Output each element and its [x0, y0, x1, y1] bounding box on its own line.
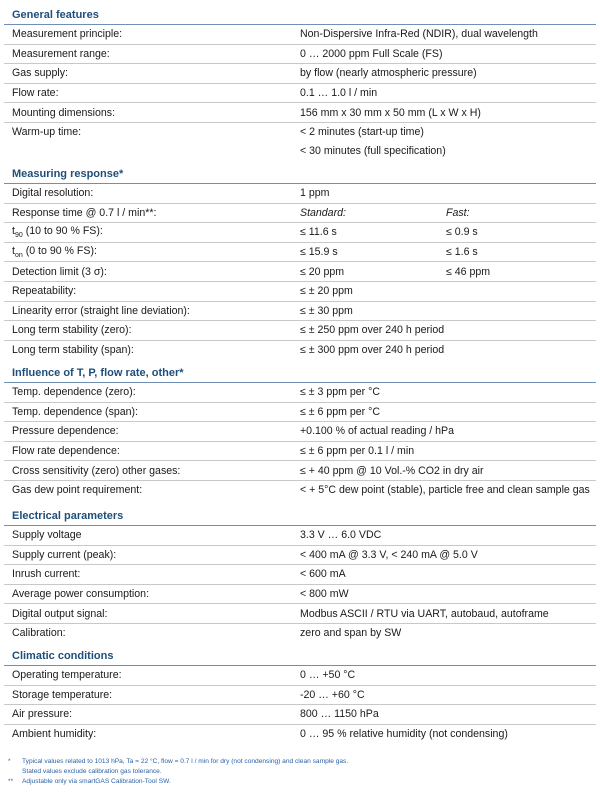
spec-row: [4, 103, 596, 123]
spec-label: Operating temperature:: [12, 669, 122, 682]
section-title: Influence of T, P, flow rate, other*: [4, 364, 596, 383]
spec-value: zero and span by SW: [300, 627, 402, 640]
spec-label: Linearity error (straight line deviation):: [12, 304, 190, 317]
spec-row: [4, 725, 596, 744]
footnote-text: Adjustable only via smartGAS Calibration-Tool SW.: [22, 778, 171, 785]
spec-row: [4, 184, 596, 204]
spec-row: [4, 403, 596, 423]
spec-row: [4, 123, 596, 142]
spec-row: [4, 64, 596, 84]
footnotes: [8, 757, 592, 787]
spec-row: [4, 565, 596, 585]
spec-value: ≤ ± 3 ppm per °C: [300, 386, 381, 399]
spec-row: [4, 422, 596, 442]
spec-value: < 2 minutes (start-up time): [300, 126, 424, 139]
spec-row: [4, 25, 596, 45]
spec-value: < 30 minutes (full specification): [300, 144, 446, 157]
spec-label: Repeatability:: [12, 285, 77, 298]
spec-value: 0 … 95 % relative humidity (not condensing): [300, 728, 508, 741]
spec-row: [4, 546, 596, 566]
spec-label: $t_{on}$ (0 to 90 % FS):: [12, 245, 97, 260]
fast-value: ≤ 1.6 s: [446, 246, 478, 259]
spec-value: ≤ ± 300 ppm over 240 h period: [300, 344, 445, 357]
spec-row: [4, 585, 596, 605]
spec-label: Ambient humidity:: [12, 728, 97, 741]
footnote-2: [8, 777, 592, 787]
section-title: General features: [4, 6, 596, 25]
spec-row: [4, 84, 596, 104]
spec-label: Long term stability (zero):: [12, 324, 132, 337]
spec-value: < + 5°C dew point (stable), particle free and clean sample gas: [300, 484, 590, 497]
spec-value: < 800 mW: [300, 588, 349, 601]
spec-label: Inrush current:: [12, 568, 81, 581]
footnote-1: [8, 757, 592, 767]
spec-row: [4, 243, 596, 263]
spec-value: ≤ ± 30 ppm: [300, 304, 353, 317]
spec-value: -20 … +60 °C: [300, 688, 365, 701]
spec-row: [4, 481, 596, 500]
standard-value: ≤ 15.9 s: [300, 246, 338, 259]
fast-value: ≤ 46 ppm: [446, 265, 491, 278]
spec-label: Warm-up time:: [12, 126, 82, 139]
spec-label: Temp. dependence (span):: [12, 405, 139, 418]
measuring-response-section: [4, 165, 596, 359]
spec-value: < 400 mA @ 3.3 V, < 240 mA @ 5.0 V: [300, 548, 478, 561]
spec-label: Storage temperature:: [12, 688, 113, 701]
spec-row: [4, 442, 596, 462]
section-title: Measuring response*: [4, 165, 596, 184]
spec-label: Supply current (peak):: [12, 548, 117, 561]
spec-label: Flow rate dependence:: [12, 445, 120, 458]
spec-value: 0 … 2000 ppm Full Scale (FS): [300, 47, 443, 60]
spec-row: [4, 204, 596, 224]
spec-label: Response time @ 0.7 l / min**:: [12, 206, 157, 219]
spec-label: Digital output signal:: [12, 607, 108, 620]
spec-label: Flow rate:: [12, 87, 59, 100]
spec-row: [4, 341, 596, 360]
spec-label: Digital resolution:: [12, 187, 94, 200]
spec-label: Measurement principle:: [12, 28, 123, 41]
spec-value: ≤ ± 6 ppm per °C: [300, 405, 381, 418]
spec-value: 0.1 … 1.0 l / min: [300, 87, 378, 100]
spec-value: 1 ppm: [300, 187, 330, 200]
climatic-section: [4, 647, 596, 743]
footnote-text: Typical values related to 1013 hPa, Ta = 22 °C, flow = 0.7 l / min for dry (not condensing) and clean sample gas.: [22, 758, 349, 765]
influence-section: [4, 364, 596, 500]
spec-value: +0.100 % of actual reading / hPa: [300, 425, 455, 438]
spec-row: [4, 604, 596, 624]
spec-value: 3.3 V … 6.0 VDC: [300, 529, 382, 542]
spec-row: [4, 142, 596, 161]
fast-column-header: Fast:: [446, 206, 470, 219]
spec-row: [4, 223, 596, 243]
footnote-marker: **: [8, 778, 14, 785]
standard-value: ≤ 11.6 s: [300, 226, 337, 239]
spec-row: [4, 302, 596, 322]
spec-value: 800 … 1150 hPa: [300, 708, 379, 721]
spec-row: [4, 666, 596, 686]
spec-row: [4, 686, 596, 706]
spec-label: Long term stability (span):: [12, 344, 134, 357]
spec-row: [4, 624, 596, 643]
spec-label: Air pressure:: [12, 708, 73, 721]
spec-value: 156 mm x 30 mm x 50 mm (L x W x H): [300, 106, 481, 119]
standard-column-header: Standard:: [300, 206, 346, 219]
footnote-marker: *: [8, 758, 11, 765]
spec-label: Cross sensitivity (zero) other gases:: [12, 464, 181, 477]
spec-label: Mounting dimensions:: [12, 106, 116, 119]
general-features-section: [4, 6, 596, 160]
spec-label: Average power consumption:: [12, 588, 150, 601]
spec-label: Gas dew point requirement:: [12, 484, 143, 497]
standard-value: ≤ 20 ppm: [300, 265, 345, 278]
spec-value: ≤ ± 20 ppm: [300, 285, 353, 298]
spec-value: 0 … +50 °C: [300, 669, 356, 682]
spec-value: < 600 mA: [300, 568, 346, 581]
spec-row: [4, 262, 596, 282]
section-title: Climatic conditions: [4, 647, 596, 666]
spec-label: Gas supply:: [12, 67, 68, 80]
spec-row: [4, 461, 596, 481]
spec-value: ≤ ± 6 ppm per 0.1 l / min: [300, 445, 415, 458]
spec-label: Measurement range:: [12, 47, 110, 60]
spec-row: [4, 383, 596, 403]
spec-value: Non-Dispersive Infra-Red (NDIR), dual wavelength: [300, 28, 538, 41]
spec-label: Supply voltage: [12, 529, 82, 542]
spec-row: [4, 321, 596, 341]
electrical-section: [4, 507, 596, 643]
spec-label: $t_{90}$ (10 to 90 % FS):: [12, 225, 103, 240]
spec-row: [4, 705, 596, 725]
spec-value: ≤ + 40 ppm @ 10 Vol.-% CO2 in dry air: [300, 464, 484, 477]
spec-row: [4, 45, 596, 65]
footnote-text: Stated values exclude calibration gas tolerance.: [22, 768, 162, 775]
spec-label: Detection limit (3 σ):: [12, 265, 107, 278]
spec-label: Temp. dependence (zero):: [12, 386, 136, 399]
fast-value: ≤ 0.9 s: [446, 226, 478, 239]
spec-value: ≤ ± 250 ppm over 240 h period: [300, 324, 445, 337]
spec-value: Modbus ASCII / RTU via UART, autobaud, autoframe: [300, 607, 549, 620]
spec-row: [4, 526, 596, 546]
spec-row: [4, 282, 596, 302]
spec-value: by flow (nearly atmospheric pressure): [300, 67, 477, 80]
spec-label: Calibration:: [12, 627, 66, 640]
section-title: Electrical parameters: [4, 507, 596, 526]
spec-label: Pressure dependence:: [12, 425, 119, 438]
